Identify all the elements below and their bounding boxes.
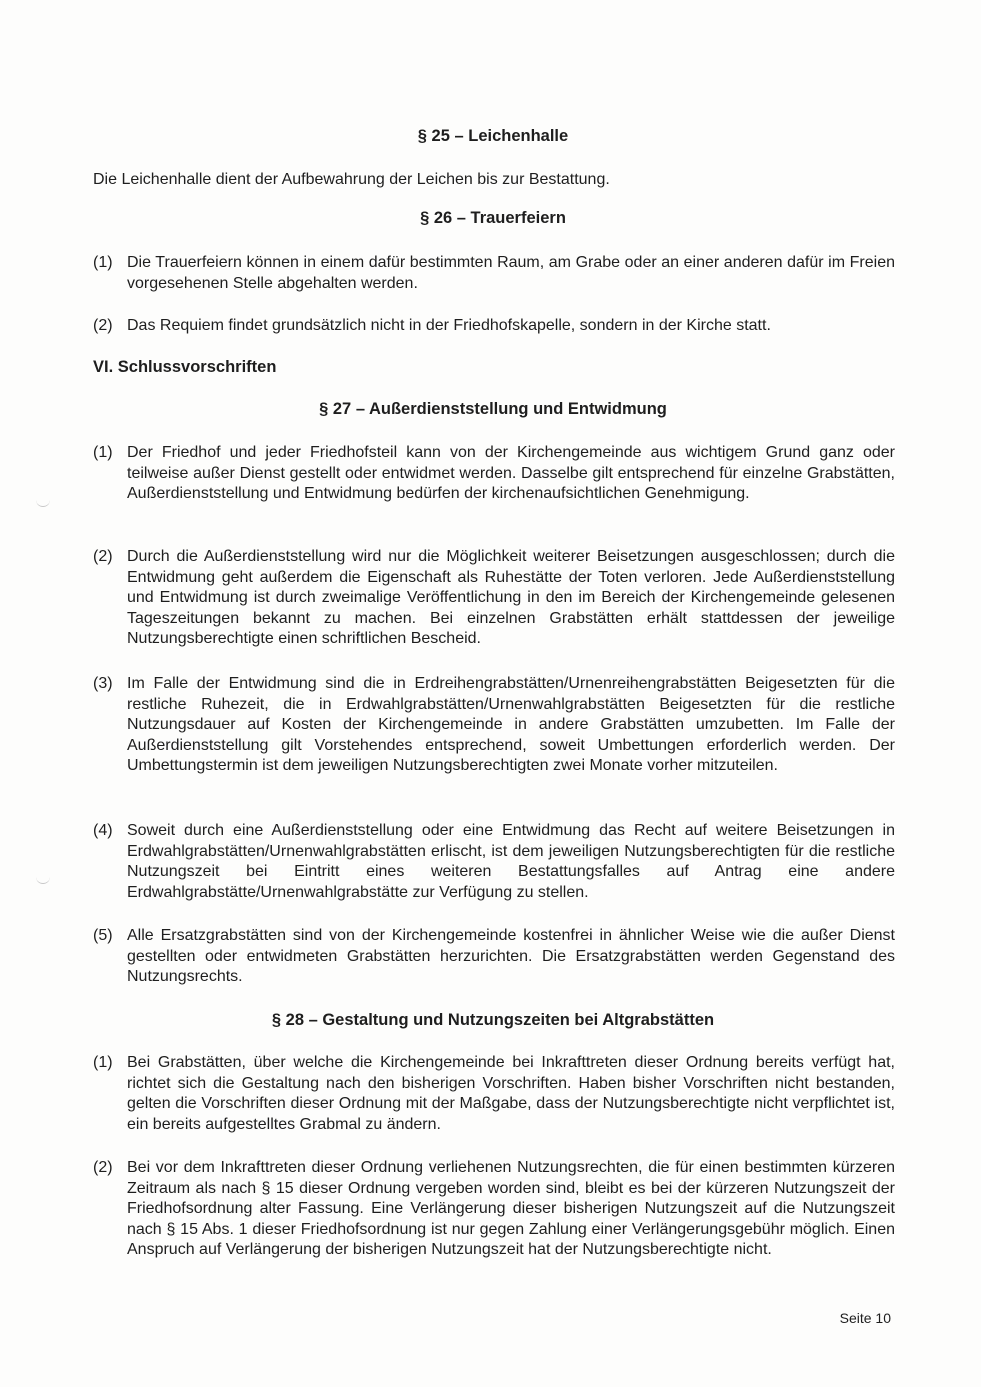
item-number: (1) xyxy=(93,254,113,271)
chapter-vi-title: VI. Schlussvorschriften xyxy=(93,358,277,376)
section-25-heading: § 25 – Leichenhalle xyxy=(417,127,569,145)
section-26-item-2 xyxy=(93,316,895,337)
scan-mark xyxy=(36,500,50,507)
section-28-item-1 xyxy=(93,1053,895,1135)
item-number: (3) xyxy=(93,675,113,692)
item-text: Der Friedhof und jeder Friedhofsteil kann von der Kirchengemeinde aus wichtigem Grund ganz oder teilweise außer Dienst gestellt oder entwidmet werden. Dasselbe gilt entsprechend für einzelne Grabstätten, Außerdienststellung und Entwidmung bedürfen der kirchenaufsichtlichen Genehmigung. xyxy=(127,444,895,502)
item-text: Das Requiem findet grundsätzlich nicht in der Friedhofskapelle, sondern in der Kirche statt. xyxy=(127,317,771,334)
item-text: Bei Grabstätten, über welche die Kirchengemeinde bei Inkrafttreten dieser Ordnung bereits verfügt hat, richtet sich die Gestaltung nach den bisherigen Vorschriften. Haben bisher Vorschriften nicht bestanden, gelten die Vorschriften dieser Ordnung mit der Maßgabe, dass der Nutzungsberechtigte nicht verpflichtet ist, ein bereits aufgestelltes Grabmal zu ändern. xyxy=(127,1054,895,1133)
item-text: Im Falle der Entwidmung sind die in Erdreihengrabstätten/Urnenreihengrabstätten Beigesetzten für die restliche Ruhezeit, die in Erdwahlgrabstätten/Urnenwahlgrabstätten Beigesetzten für die restliche Nutzungsdauer auf Kosten der Kirchengemeinde in andere Grabstätten umzubetten. Im Falle der Außerdienststellung gilt Vorstehendes entsprechend, soweit Umbettungen erforderlich werden. Der Umbettungstermin ist dem jeweiligen Nutzungsberechtigten zwei Monate vorher mitzuteilen. xyxy=(127,675,895,774)
section-25-text: Die Leichenhalle dient der Aufbewahrung der Leichen bis zur Bestattung. xyxy=(93,171,610,188)
item-text: Die Trauerfeiern können in einem dafür bestimmten Raum, am Grabe oder an einer anderen dafür im Freien vorgesehenen Stelle abgehalten werden. xyxy=(127,254,895,292)
item-number: (2) xyxy=(93,1159,113,1176)
item-number: (2) xyxy=(93,317,113,334)
section-28-item-2 xyxy=(93,1158,895,1261)
item-number: (1) xyxy=(93,444,113,461)
page-number: Seite 10 xyxy=(839,1310,891,1326)
item-number: (4) xyxy=(93,822,113,839)
section-26-heading: § 26 – Trauerfeiern xyxy=(420,209,566,227)
section-27-item-1 xyxy=(93,443,895,505)
item-text: Bei vor dem Inkrafttreten dieser Ordnung verliehenen Nutzungsrechten, die für einen bestimmten kürzeren Zeitraum als nach § 15 dieser Ordnung vergeben worden sind, bleibt es bei der kürzeren Nutzungszeit der Friedhofsordnung alter Fassung. Eine Verlängerung dieser bisherigen Nutzungszeit auf die Nutzungszeit nach § 15 Abs. 1 dieser Friedhofsordnung ist nur gegen Zahlung einer Verlängerungsgebühr möglich. Einen Anspruch auf Verlängerung der bisherigen Nutzungszeit hat der Nutzungsberechtigte nicht. xyxy=(127,1159,895,1258)
item-text: Durch die Außerdienststellung wird nur die Möglichkeit weiterer Beisetzungen ausgeschlossen; durch die Entwidmung geht außerdem die Eigenschaft als Ruhestätte der Toten verloren. Jede Außerdienststellung und Entwidmung ist durch zweimalige Veröffentlichung in den im Bereich der Kirchengemeinde gelesenen Tageszeitungen bekannt zu machen. Bei einzelnen Grabstätten erhält stattdessen der jeweilige Nutzungsberechtigte einen schriftlichen Bescheid. xyxy=(127,548,895,647)
item-text: Soweit durch eine Außerdienststellung oder eine Entwidmung das Recht auf weitere Beisetzungen in Erdwahlgrabstätten/Urnenwahlgrabstätten erlischt, ist dem jeweiligen Nutzungsberechtigten für die restliche Nutzungszeit bei Eintritt eines weiteren Bestattungsfalles auf Antrag eine andere Erdwahlgrabstätte/Urnenwahlgrabstätte zur Verfügung zu stellen. xyxy=(127,822,895,901)
item-number: (1) xyxy=(93,1054,113,1071)
item-number: (2) xyxy=(93,548,113,565)
section-27-heading: § 27 – Außerdienststellung und Entwidmung xyxy=(319,400,667,418)
section-27-item-3 xyxy=(93,674,895,777)
item-text: Alle Ersatzgrabstätten sind von der Kirchengemeinde kostenfrei in ähnlicher Weise wie die außer Dienst gestellten oder entwidmeten Grabstätten herzurichten. Die Ersatzgrabstätten werden Gegenstand des Nutzungsrechts. xyxy=(127,927,895,985)
item-number: (5) xyxy=(93,927,113,944)
section-27-item-5 xyxy=(93,926,895,988)
section-26-item-1 xyxy=(93,253,895,294)
section-27-item-4 xyxy=(93,821,895,903)
scan-mark xyxy=(36,877,50,884)
section-28-heading: § 28 – Gestaltung und Nutzungszeiten bei Altgrabstätten xyxy=(271,1011,715,1029)
section-27-item-2 xyxy=(93,547,895,650)
